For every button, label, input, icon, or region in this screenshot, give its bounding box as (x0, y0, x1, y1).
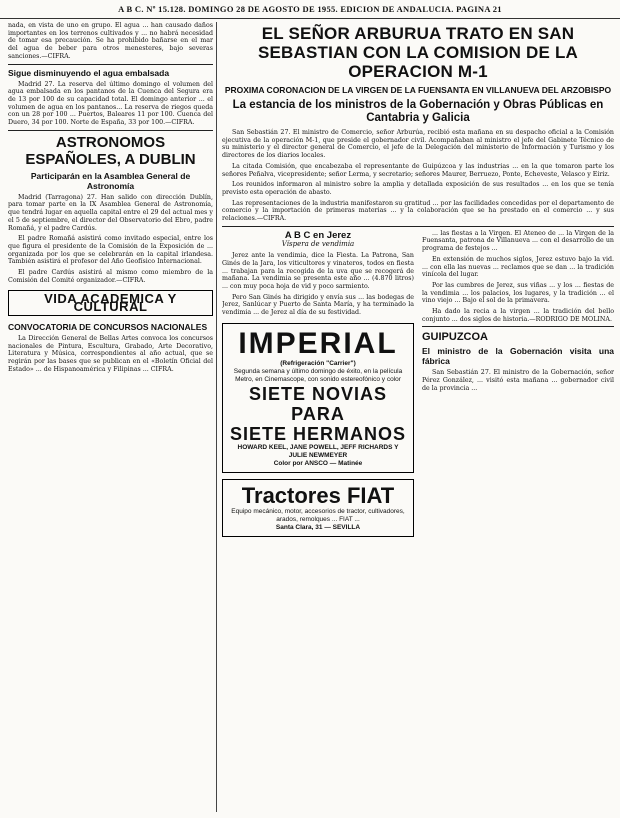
ad-film-line2: SIETE HERMANOS (229, 423, 407, 444)
ad-subtitle: (Refrigeración "Carrier") (280, 359, 356, 367)
right-body1: ... las fiestas a la Virgen. El Ateneo de ... la Virgen de la Fuensanta, patrona de Villanueva ... con el desarrollo de un programa de festejos ... (422, 229, 614, 253)
jerez-body1: Jerez ante la vendimia, dice la Fiesta. La Patrona, San Ginés de la Jara, los viticultores y vinateros, todos en fiesta ... trabajan para la recogida de la uva que se recogerá de mañana. La vendimia se presenta este año ... (4.870 litros) ... con muy poca hoja de vid y poco sarmiento. (222, 252, 414, 290)
ad2-description: Equipo mecánico, motor, accesorios de tractor, cultivadores, arados, remolques ... FIAT ... (231, 507, 405, 523)
story1-headline: Sigue disminuyendo el agua embalsada (8, 67, 170, 78)
left-column (8, 22, 213, 812)
story3-body: La Dirección General de Bellas Artes convoca los concursos nacionales de Pintura, Escultura, Grabado, Arte Decorativo, Literatura y Música, correspondientes al año actual, que se regirán por las bases que se publican en el «Boletín Oficial del Estado» ... de Hispanoamérica y Filipinas ... CIFRA. (8, 334, 213, 373)
story3-headline: CONVOCATORIA DE CONCURSOS NACIONALES (8, 321, 208, 332)
right-column (222, 22, 614, 812)
lead-headline: La estancia de los ministros de la Gobernación y Obras Públicas en Cantabria y Galicia (232, 99, 604, 124)
divider (222, 226, 614, 227)
lower-right-subcolumn (422, 230, 614, 543)
jerez-section-head: A B C en Jerez (284, 229, 352, 241)
ad-footer: Color por ANSCO — Matinée (273, 459, 363, 467)
ad2-address: Santa Clara, 31 — SEVILLA (275, 523, 361, 531)
lower-subcolumns (222, 230, 614, 543)
ad2-title: Tractores FIAT (241, 482, 395, 508)
page-header: A B C. Nº 15.128. DOMINGO 28 DE AGOSTO DE 1955. EDICION DE ANDALUCIA. PAGINA 21 (0, 0, 620, 19)
lead-body3: Los reunidos informaron al ministro sobre la amplia y detallada exposición de sus resultados ... en los que se tenía previsto esta operación de abasto. (222, 181, 614, 196)
guipuzcoa-section-head: GUIPUZCOA (422, 331, 488, 344)
ad-cast: HOWARD KEEL, JANE POWELL, JEFF RICHARDS Y JULIE NEWMEYER (237, 443, 399, 459)
lead-body1: San Sebastián 27. El ministro de Comercio, señor Arburúa, recibió esta mañana en su despacho oficial a la Comisión ejecutiva de la operación M-1, que preside el gobernador civil. Acompañaban al ministro el jefe del Gabinete Técnico de su ministerio y el director general de Comercio, el jefe de la Delegación del ministerio de Información y Turismo y los directores de los diarios locales. (222, 129, 614, 160)
story2-body1: Madrid (Tarragona) 27. Han salido con dirección Dublín, para tomar parte en la IX Asamblea General de Astronomía, que tendrá lugar en aquella capital entre el 29 del actual mes y el 5 de septiembre, el director del Observatorio del Ebro, padre Romañá, y el padre Cardús. (8, 193, 213, 232)
story2-body3: El padre Cardús asistirá al mismo como miembro de la Comisión del Comité organizador.—CIFRA. (8, 269, 213, 284)
right-body2: En extensión de muchos siglos, Jerez estuvo bajo la vid. ... con ella las nuevas ... reclamos que se dan ... la tradición vinícola del lugar. (422, 255, 614, 279)
story2-headline: ASTRONOMOS ESPAÑOLES, A DUBLIN (25, 133, 196, 168)
jerez-body2: Pero San Ginés ha dirigido y envía sus ... las bodegas de Jerez, Sanlúcar y Puerto de Santa María, y ha terminado la vendimia ... de Jerez al día de su festividad. (222, 293, 414, 317)
guipuzcoa-headline: El ministro de la Gobernación visita una fábrica (422, 346, 614, 367)
story1-body: Madrid 27. La reserva del último domingo el volumen del agua embalsada en los pantanos de la Cuenca del Segura era de 13 por 100 de su capacidad total. El domingo anterior ... el volumen de agua en los pantanos... La reserva de riegos queda con un 28 por 100 ... Puertos, Baleares 11 por 100. Cuenca del Duero, 34 por 100. Norte de España, 33 por 100.—CIFRA. (8, 80, 213, 127)
lead-body2: La citada Comisión, que encabezaba el representante de Guipúzcoa y las industrias ... en la que tomaron parte los señores Peñalva, vicepresidente; señor Lerma, y secretario; señores Maurer, Berruezo, Ponte, Echeveste, Velasco y Eiriz. (222, 162, 614, 178)
right-body3: Por las cumbres de Jerez, sus viñas ... y los ... fiestas de la vendimia ... los palacios, los lugares, y la tradición ... el vino viejo ... Bajo el sol de la primavera. (422, 281, 614, 305)
lead-body4: Las representaciones de la industria manifestaron su gratitud ... por las facilidades concedidas por el departamento de comercio y la importación de primeras materias ... y la colaboración que se ha prestado en el comercio ... y sus relaciones.—CIFRA. (222, 199, 614, 223)
guipuzcoa-body: San Sebastián 27. El ministro de la Gobernación, señor Pérez González, ... visitó esta mañana ... gobernador civil de la provincia ... (422, 369, 614, 392)
main-subhead: PROXIMA CORONACION DE LA VIRGEN DE LA FUENSANTA EN VILLANUEVA DEL ARZOBISPO (224, 85, 612, 95)
fiat-tractors-ad (222, 479, 414, 537)
ad-description: Segunda semana y último domingo de éxito, en la película Metro, en Cinemascope, con sonido estereofónico y color (233, 367, 403, 383)
main-headline: EL SEÑOR ARBURUA TRATO EN SAN SEBASTIAN CON LA COMISION DE LA OPERACION M-1 (257, 24, 579, 81)
divider (8, 130, 213, 131)
divider (422, 326, 614, 327)
section-box-vida-academica: VIDA ACADEMICA Y CULTURAL (8, 290, 213, 315)
story2-subhead: Participarán en la Asamblea General de Astronomía (30, 170, 191, 191)
lower-left-subcolumn (222, 230, 414, 543)
column-rule (216, 22, 217, 812)
jerez-subhead: Víspera de vendimia (281, 240, 355, 249)
ad-film-line1: SIETE NOVIAS PARA (248, 383, 388, 424)
intro-text: nada, en vista de uno en grupo. El agua ... han causado daños importantes en los terrenos cultivados y ... no habrá necesidad de tomar esa precaución. Se ha prohibido bañarse en el mar del agua de beber para otros menesteres, bajo severas sanciones.—CIFRA. (8, 22, 213, 60)
right-body4: Ha dado la recia a la virgen ... la tradición del bello conjunto ... dos siglos de historia.—RODRIGO DE MOLINA. (422, 308, 614, 323)
divider (8, 64, 213, 65)
story2-body2: El padre Romañá asistirá como invitado especial, entre los que figura el presidente de la Comisión de la Exposición de ... organizada por los que se celebrarán en la capital irlandesa. También asistirá el profesor del Año Geofísico Internacional. (8, 235, 213, 266)
ad-title: IMPERIAL (238, 326, 398, 360)
imperial-cinema-ad (222, 323, 414, 473)
